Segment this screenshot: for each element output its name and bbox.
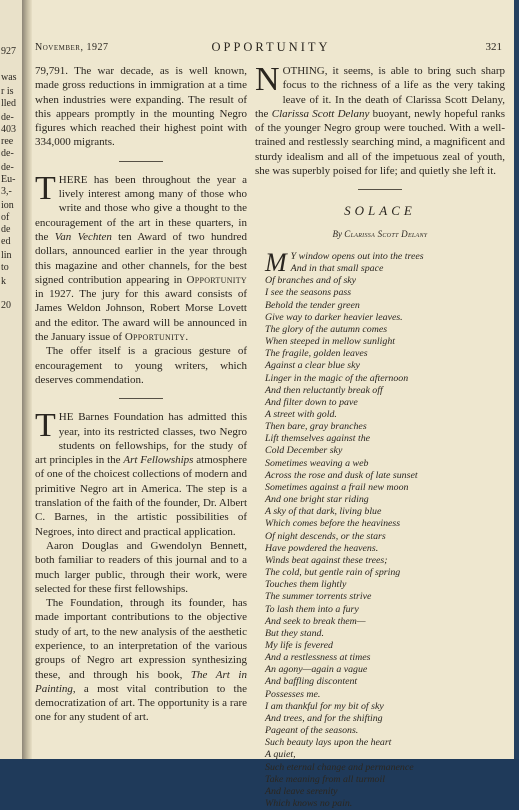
paragraph-fellows: Aaron Douglas and Gwendolyn Bennett, both familiar to readers of this journal and to a much larger public, through their work, were selected for these first fellowships. <box>35 539 247 595</box>
poem-line: And one bright star riding <box>265 494 369 506</box>
poem-line: Winds beat against these trees; <box>265 554 388 566</box>
poem-line: Against a clear blue sky <box>265 360 360 372</box>
poem-line: The fragile, golden leaves <box>265 348 368 360</box>
margin-fragment: r is <box>1 86 14 97</box>
paragraph-barnes-foundation: THE Barnes Foundation has admitted this year, into its restricted classes, two Negro students on fellowships, for the study of art principles in the Art Fellowships atmosphere of one of the choicest collections of modern and primitive Negro art in America. The step is a translation of the faith of the founder, Dr. Albert C. Barnes, in the artistic possibilities of Negroes, into direct and practical application. <box>35 407 247 538</box>
margin-fragment: 927 <box>1 46 16 57</box>
poem-drop-cap: M <box>265 247 287 277</box>
poem-line: Give way to darker heavier leaves. <box>265 311 403 323</box>
paragraph-delany-tribute: NOTHING, it seems, is able to bring such sharp focus to the richness of a life as the very taking leave of it. In the death of Clarissa Scott Delany, the Clarissa Scott Delany buoyant, newly hopeful ranks of the younger Negro group were touched. With a well-trained and restlessly searching mind, a magnificent and sturdy idealism and all of the impetuous zeal of youth, she was superbly poised for life; and quietly she left it. <box>255 61 505 178</box>
margin-fragment: ree <box>1 136 14 147</box>
margin-fragment: lled <box>1 98 16 109</box>
poem-line: When steeped in mellow sunlight <box>265 336 395 348</box>
poem-line: And in that small space <box>290 263 384 275</box>
poem-line: And trees, and for the shifting <box>265 712 383 724</box>
poem-line: The glory of the autumn comes <box>265 323 388 335</box>
paragraph-van-vechten-award: THERE has been throughout the year a lively interest among many of those who write and those who give a thought to the encouragement of the art in these quarters, in the Van Vechten ten Award of two hundred dollars, announced earlier in the year through this magazine and other channels, for the best signed contribution appearing in Opportunity in 1927. The jury for this award consists of James Weldon Johnson, Robert Morse Lovett and the editor. The award will be announced in the January issue of Opportunity. <box>35 169 247 344</box>
section-divider <box>119 398 163 399</box>
poem-line: I am thankful for my bit of sky <box>265 700 384 712</box>
margin-fragment: 3,- <box>1 186 12 197</box>
poem-line: An agony—again a vague <box>265 664 368 676</box>
poem-line: A sky of that dark, living blue <box>265 506 382 518</box>
poem-line: Possesses me. <box>265 688 321 700</box>
margin-fragment: 20 <box>1 300 11 311</box>
running-header <box>35 40 507 56</box>
drop-cap: N <box>255 61 280 98</box>
poem-line: And baffling discontent <box>265 676 358 688</box>
drop-cap: T <box>35 169 56 207</box>
margin-fragment: lin <box>1 250 12 261</box>
margin-fragment: ed <box>1 236 11 247</box>
margin-fragment: Eu- <box>1 174 16 185</box>
poem-line: Such beauty lays upon the heart <box>265 737 392 749</box>
poem-byline: By Clarissa Scott Delany <box>332 228 428 239</box>
poem-line: Such eternal change and permanence <box>265 761 414 773</box>
poem-line: A quiet, <box>265 749 296 761</box>
poem-line: Which comes before the heaviness <box>265 518 401 530</box>
poem-line: Then bare, gray branches <box>265 421 367 433</box>
poem-line: Y window opens out into the trees <box>290 250 424 262</box>
poem-line: Lift themselves against the <box>265 433 371 445</box>
poem-line: And a restlessness at times <box>265 652 371 664</box>
poem-line: Touches them lightly <box>265 579 347 591</box>
drop-cap: T <box>35 407 56 445</box>
margin-fragment: k <box>1 276 6 287</box>
margin-fragment: de <box>1 224 11 235</box>
poem-line: But they stand. <box>265 627 324 639</box>
margin-fragment: to <box>1 262 9 273</box>
poem-line: Of night descends, or the stars <box>265 530 386 542</box>
page-number: 321 <box>485 41 502 53</box>
paragraph-migration: 79,791. The war decade, as is well known, made gross reductions in immigration at a time when industries were expanding. The result of this appears promptly in the mounting Negro figures which reached their highest point with 334,000 migrants. <box>35 65 247 149</box>
poem-line: Sometimes against a frail new moon <box>265 481 409 493</box>
poem-line: The summer torrents strive <box>265 591 372 603</box>
poem-line: My life is fevered <box>265 639 333 651</box>
margin-fragment: de- <box>1 148 14 159</box>
poem-line: And leave serenity <box>265 785 338 797</box>
paragraph-foundation-contributions: The Foundation, through its founder, has made important contributions to the objective study of art, to the new analysis of the aesthetic experience, to an interpretation of the various groups of Negro art expression synthesizing these, and through his book, The Art in Painting, a most vital contribution to the democratization of art. The opportunity is a rare one for any student of art. <box>35 597 247 724</box>
poem-line: Pageant of the seasons. <box>265 725 359 737</box>
margin-fragment: de- <box>1 162 14 173</box>
poem-line: Across the rose and dusk of late sunset <box>265 469 418 481</box>
magazine-page <box>32 0 514 809</box>
poem-body <box>255 247 505 810</box>
poem-title: SOLACE <box>344 203 416 219</box>
poem-line: A street with gold. <box>265 409 337 420</box>
right-column <box>255 61 505 810</box>
poem-line: Cold December sky <box>265 445 343 457</box>
left-column <box>35 64 247 725</box>
margin-fragment: ion <box>1 200 14 211</box>
paragraph-offer: The offer itself is a gracious gesture of encouragement to young writers, which deserves commendation. <box>35 345 247 386</box>
margin-fragment: of <box>1 212 10 223</box>
issue-date: November, 1927 <box>35 42 109 53</box>
poem-line: The cold, but gentle rain of spring <box>265 567 401 579</box>
poem-line: Take meaning from all turmoil <box>265 773 385 785</box>
margin-fragment: was <box>1 72 17 83</box>
poem-line: Behold the tender green <box>265 299 360 311</box>
poem-line: To lash them into a fury <box>265 603 359 615</box>
margin-fragment: de- <box>1 112 14 123</box>
section-divider <box>358 189 402 190</box>
adjacent-page-edge <box>0 0 22 759</box>
magazine-title: OPPORTUNITY <box>211 40 331 54</box>
poem-line: Have powdered the heavens. <box>265 542 379 554</box>
margin-fragment: 403 <box>1 124 16 135</box>
poem-line: And seek to break them— <box>265 615 366 627</box>
poem-line: Which knows no pain. <box>265 798 353 809</box>
page-background-edge <box>514 0 519 759</box>
book-gutter <box>22 0 32 759</box>
poem-line: Of branches and of sky <box>265 275 357 287</box>
poem-line: Sometimes weaving a web <box>265 457 369 469</box>
poem-line: I see the seasons pass <box>265 287 352 299</box>
poem-line: And filter down to pave <box>265 396 358 408</box>
section-divider <box>119 161 163 162</box>
poem-line: And then reluctantly break off <box>265 384 383 396</box>
poem-line: Linger in the magic of the afternoon <box>265 372 409 384</box>
